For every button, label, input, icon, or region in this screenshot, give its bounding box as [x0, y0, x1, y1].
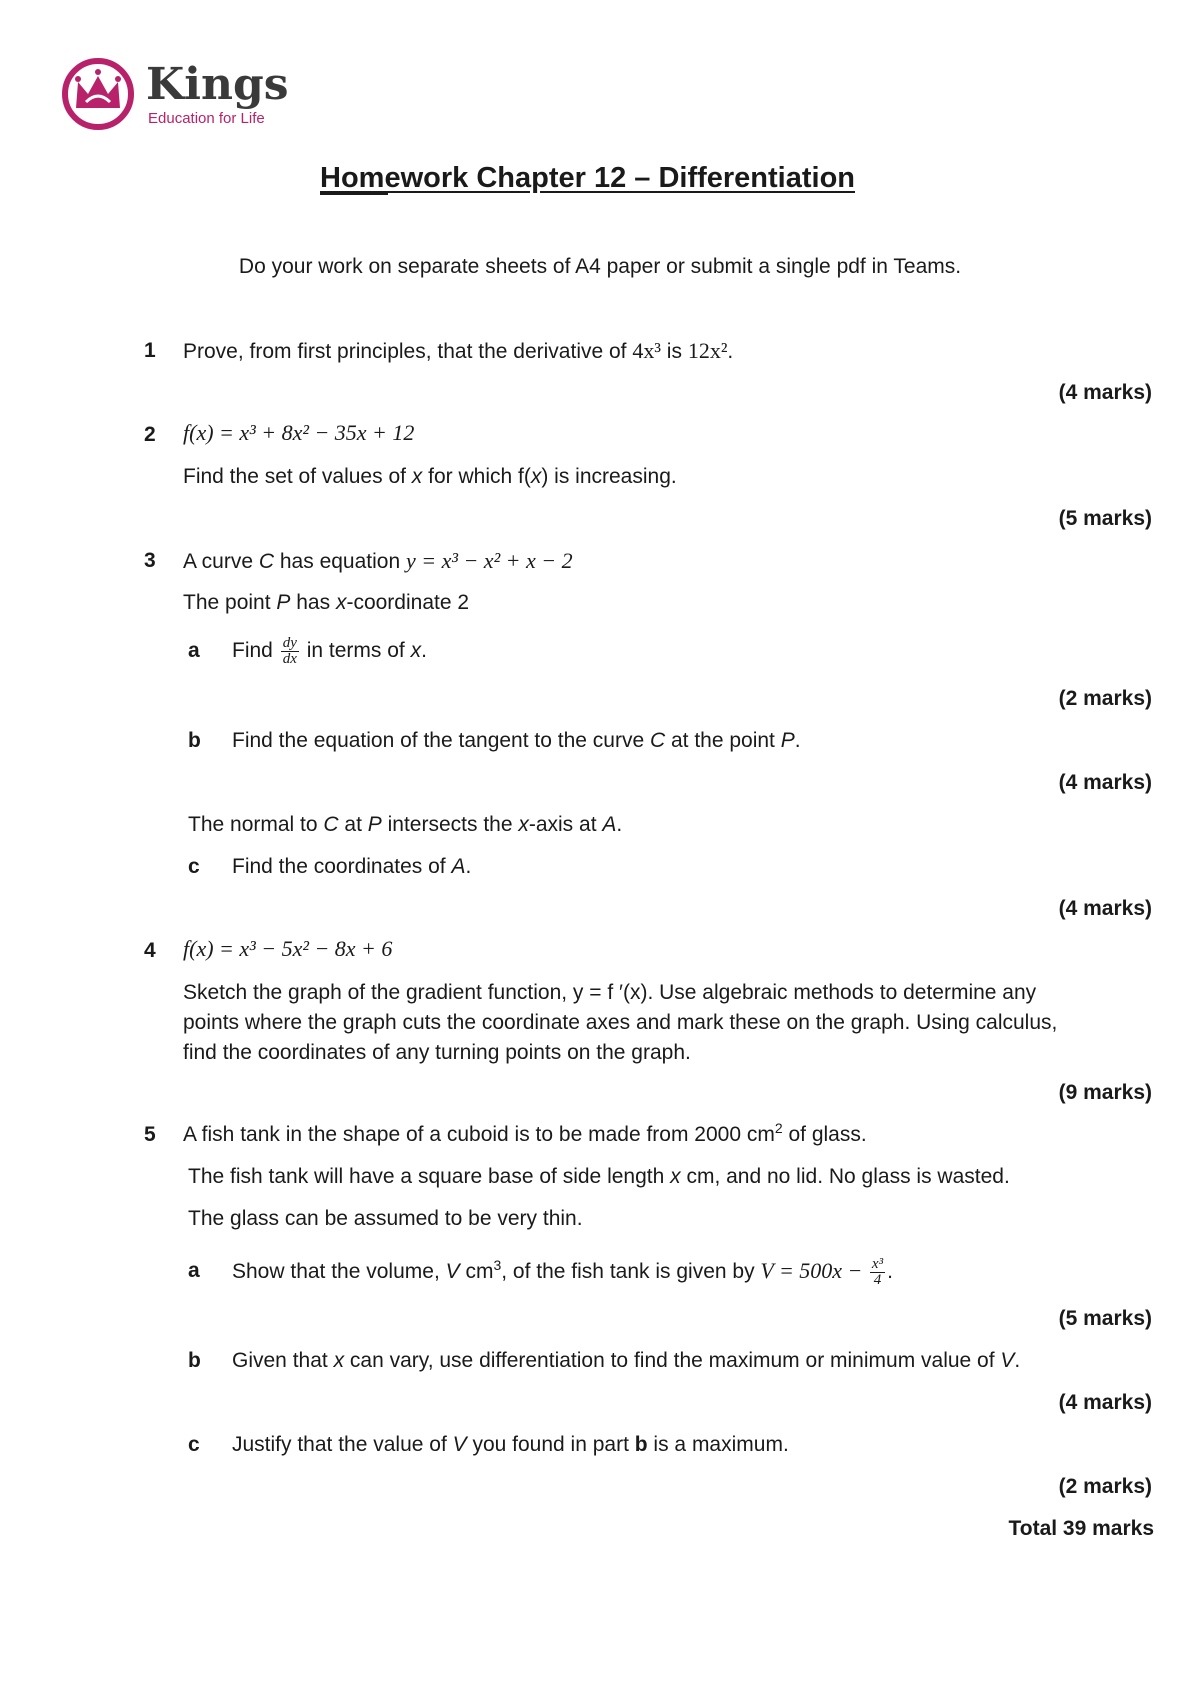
marks-label: (9 marks) [1058, 1081, 1152, 1104]
part-label: c [188, 1433, 200, 1456]
question-3c-text: Find the coordinates of A. [232, 855, 472, 878]
logo-tagline: Education for Life [148, 110, 265, 127]
question-4-line: find the coordinates of any turning points on the graph. [183, 1041, 691, 1064]
marks-label: (2 marks) [1058, 687, 1152, 710]
marks-label: (4 marks) [1058, 897, 1152, 920]
question-3a-text: Find $\frac{dy}{dx}$ in terms of x. [232, 634, 427, 667]
question-number: 5 [144, 1123, 156, 1146]
question-5c-text: Justify that the value of V you found in part b is a maximum. [232, 1433, 789, 1456]
question-5-line: The fish tank will have a square base of side length x cm, and no lid. No glass is wasted. [188, 1165, 1010, 1188]
question-3b-text: Find the equation of the tangent to the curve C at the point P. [232, 729, 801, 752]
marks-label: (5 marks) [1058, 1307, 1152, 1330]
marks-label: (4 marks) [1058, 1391, 1152, 1414]
question-number: 2 [144, 423, 156, 446]
question-4-line: Sketch the graph of the gradient function, y = f ′(x). Use algebraic methods to determine any [183, 981, 1037, 1004]
question-2-text: Find the set of values of x for which f(x) is increasing. [183, 465, 677, 488]
part-label: a [188, 1259, 200, 1282]
marks-label: (4 marks) [1058, 381, 1152, 404]
question-number: 4 [144, 939, 156, 962]
kings-logo [62, 58, 302, 148]
question-3-point: The point P has x-coordinate 2 [183, 591, 470, 614]
math-expr: 12x² [687, 338, 728, 363]
volume-fraction: $\frac{\text{x³}}{4}$ [871, 1255, 884, 1288]
marks-label: (5 marks) [1058, 507, 1152, 530]
question-number: 3 [144, 549, 156, 572]
question-4-line: points where the graph cuts the coordinate axes and mark these on the graph. Using calculus, [183, 1011, 1058, 1034]
question-3-normal: The normal to C at P intersects the x-axis at A. [188, 813, 623, 836]
marks-label: (4 marks) [1058, 771, 1152, 794]
math-expr: 4x³ [632, 338, 661, 363]
logo-name: Kings [146, 59, 289, 110]
page-title: Homework Chapter 12 – Differentiation [320, 162, 855, 194]
part-label: c [188, 855, 200, 878]
question-1-text: Prove, from first principles, that the derivative of 4x³ is 12x². [183, 338, 734, 363]
total-marks: Total 39 marks [1008, 1517, 1154, 1540]
function-equation: f(x) = x³ − 5x² − 8x + 6 [183, 936, 393, 961]
question-3-intro: A curve C has equation y = x³ − x² + x − 2 [183, 548, 573, 573]
question-5-line: A fish tank in the shape of a cuboid is to be made from 2000 $cm^2$ of glass. [183, 1120, 867, 1146]
derivative-fraction: $\frac{dy}{dx}$ [282, 634, 297, 667]
question-5b-text: Given that x can vary, use differentiation to find the maximum or minimum value of V. [232, 1349, 1021, 1372]
instructions: Do your work on separate sheets of A4 paper or submit a single pdf in Teams. [238, 255, 962, 278]
function-equation: f(x) = x³ + 8x² − 35x + 12 [183, 420, 415, 445]
part-label: a [188, 639, 200, 662]
question-5a-text: Show that the volume, V $cm^3$, of the fish tank is given by V = 500x − $\frac{\text{x³}}{4}$ . [232, 1255, 893, 1288]
marks-label: (2 marks) [1058, 1475, 1152, 1498]
part-label: b [188, 1349, 201, 1372]
question-5-line: The glass can be assumed to be very thin. [188, 1207, 583, 1230]
part-label: b [188, 729, 201, 752]
question-number: 1 [144, 339, 156, 362]
